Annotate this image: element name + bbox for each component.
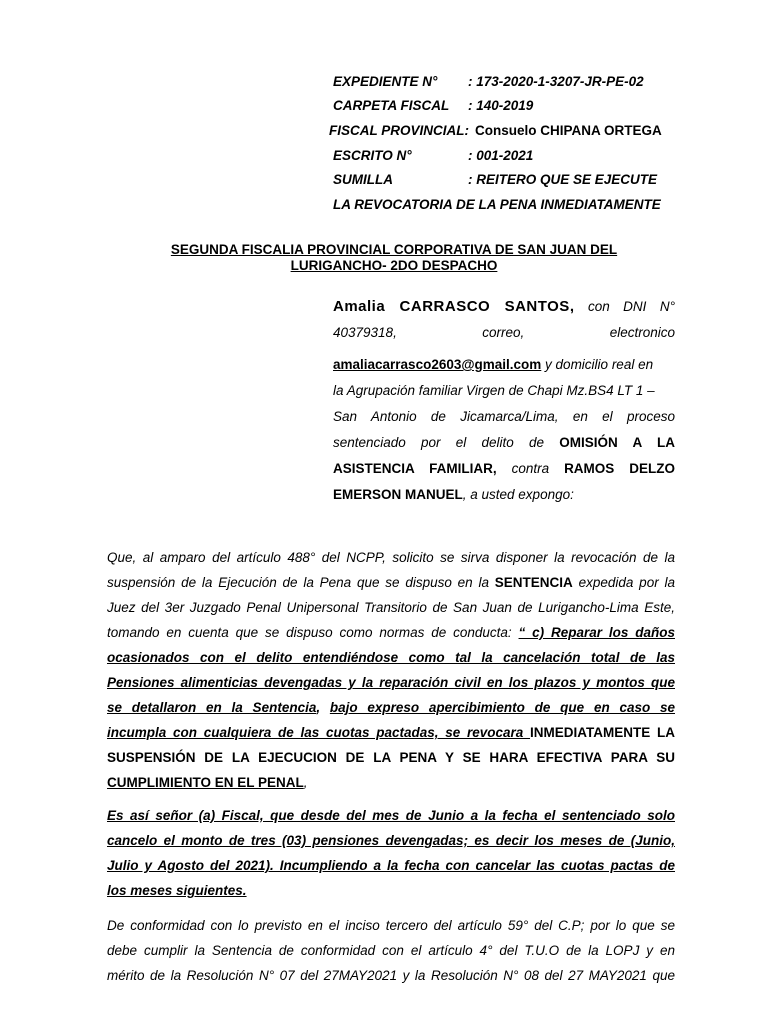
party-address-start: y domicilio real en: [541, 357, 654, 372]
party-line-8: [333, 482, 675, 508]
party-email: amaliacarrasco2603@gmail.com: [333, 357, 542, 372]
party-introduction: [333, 294, 675, 508]
p1-text: expedida por la: [572, 575, 675, 590]
body-paragraph-1: [107, 545, 675, 795]
header-label: EXPEDIENTE N°: [333, 74, 438, 89]
header-row-expediente: [333, 74, 644, 90]
party-dni-prefix: con DNI N°: [587, 299, 675, 314]
p1-sentencia: SENTENCIA: [494, 575, 573, 590]
header-row-carpeta-fiscal: [333, 98, 534, 114]
party-line-4: la Agrupación familiar Virgen de Chapi Mz.BS4 LT 1 –: [333, 383, 655, 398]
party-line-3: [333, 352, 675, 378]
header-value: : 140-2019: [468, 98, 534, 113]
header-row-sumilla: [333, 172, 658, 188]
header-value: : REITERO QUE SE EJECUTE: [468, 172, 658, 187]
p1-line-5: ocasionados con el delito entendiéndose como tal la cancelación total de las: [107, 650, 675, 665]
party-name: Amalia CARRASCO SANTOS,: [333, 298, 575, 315]
header-value: : 173-2020-1-3207-JR-PE-02: [468, 74, 644, 89]
header-value: : 001-2021: [468, 148, 534, 163]
p1-comma: ,: [316, 700, 330, 715]
party-expongo: , a usted expongo:: [462, 487, 574, 502]
party-line-7: [333, 456, 675, 482]
party-crime-prefix: sentenciado por el delito de: [333, 435, 560, 450]
p1-comma: ,: [303, 775, 308, 790]
party-defendant-cont: EMERSON MANUEL: [333, 487, 463, 502]
p1-quote: se detallaron en la Sentencia: [107, 700, 317, 715]
p1-line-9: SUSPENSIÓN DE LA EJECUCION DE LA PENA Y SE HARA EFECTIVA PARA SU: [107, 750, 675, 765]
party-line-5: San Antonio de Jicamarca/Lima, en el proceso: [333, 409, 675, 424]
p3-line-3: mérito de la Resolución N° 07 del 27MAY2021 y la Resolución N° 08 del 27 MAY2021 que: [107, 968, 675, 983]
body-paragraph-2: [107, 803, 675, 903]
p2-line-2: cancelo el monto de tres (03) pensiones devengadas; es decir los meses de (Junio,: [107, 833, 675, 848]
p1-line-3: Juez del 3er Juzgado Penal Unipersonal Transitorio de San Juan de Lurigancho-Lima Este,: [107, 600, 675, 615]
office-title-line1: SEGUNDA FISCALIA PROVINCIAL CORPORATIVA DE SAN JUAN DEL: [170, 242, 618, 257]
p1-quote-start: “ c) Reparar los daños: [518, 625, 675, 640]
p1-emphasis: CUMPLIMIENTO EN EL PENAL: [107, 775, 304, 790]
header-sumilla-continued: LA REVOCATORIA DE LA PENA INMEDIATAMENTE: [333, 197, 661, 212]
p1-quote: incumpla con cualquiera de las cuotas pactadas, se revocara: [107, 725, 531, 740]
p1-line-1: Que, al amparo del artículo 488° del NCPP, solicito se sirva disponer la revocación de la: [107, 550, 675, 565]
p2-line-3: Julio y Agosto del 2021). Incumpliendo a la fecha con cancelar las cuotas pactas de: [107, 858, 675, 873]
party-contra: contra: [496, 461, 565, 476]
p1-text: tomando en cuenta que se dispuso como normas de conducta:: [107, 625, 519, 640]
header-label: CARPETA FISCAL: [333, 98, 450, 113]
p2-line-1: Es así señor (a) Fiscal, que desde del mes de Junio a la fecha el sentenciado solo: [107, 808, 675, 823]
p3-line-1: De conformidad con lo previsto en el inciso tercero del artículo 59° del C.P; por lo que se: [107, 918, 675, 933]
p1-line-2: [107, 570, 675, 595]
party-defendant: RAMOS DELZO: [564, 461, 675, 476]
office-title: [120, 242, 668, 274]
p2-line-4: los meses siguientes.: [107, 883, 247, 898]
header-value: Consuelo CHIPANA ORTEGA: [475, 123, 662, 138]
body-paragraph-3: [107, 913, 675, 988]
header-row-fiscal-provincial: [329, 123, 662, 139]
office-title-line2: LURIGANCHO- 2DO DESPACHO: [290, 258, 498, 273]
p1-line-7: [107, 695, 675, 720]
p1-line-10: [107, 770, 675, 795]
header-row-escrito: [333, 148, 534, 164]
p3-line-2: debe cumplir la Sentencia de conformidad con el artículo 4° del T.U.O de la LOPJ y en: [107, 943, 675, 958]
p1-line-6: Pensiones alimenticias devengadas y la reparación civil en los plazos y montos que: [107, 675, 675, 690]
p1-emphasis: INMEDIATAMENTE LA: [530, 725, 675, 740]
header-label: ESCRITO N°: [333, 148, 412, 163]
party-line-2: 40379318, correo, electronico: [333, 325, 675, 340]
header-label: FISCAL PROVINCIAL:: [329, 123, 470, 138]
p1-line-8: [107, 720, 675, 745]
party-crime: OMISIÓN A LA: [559, 435, 675, 450]
p1-line-4: [107, 620, 675, 645]
party-line-1: [333, 294, 675, 320]
header-label: SUMILLA: [333, 172, 393, 187]
party-crime-cont: ASISTENCIA FAMILIAR,: [333, 461, 497, 476]
p1-quote: bajo expreso apercibimiento de que en caso se: [329, 700, 675, 715]
party-line-6: [333, 430, 675, 456]
p1-text: suspensión de la Ejecución de la Pena que se dispuso en la: [107, 575, 495, 590]
